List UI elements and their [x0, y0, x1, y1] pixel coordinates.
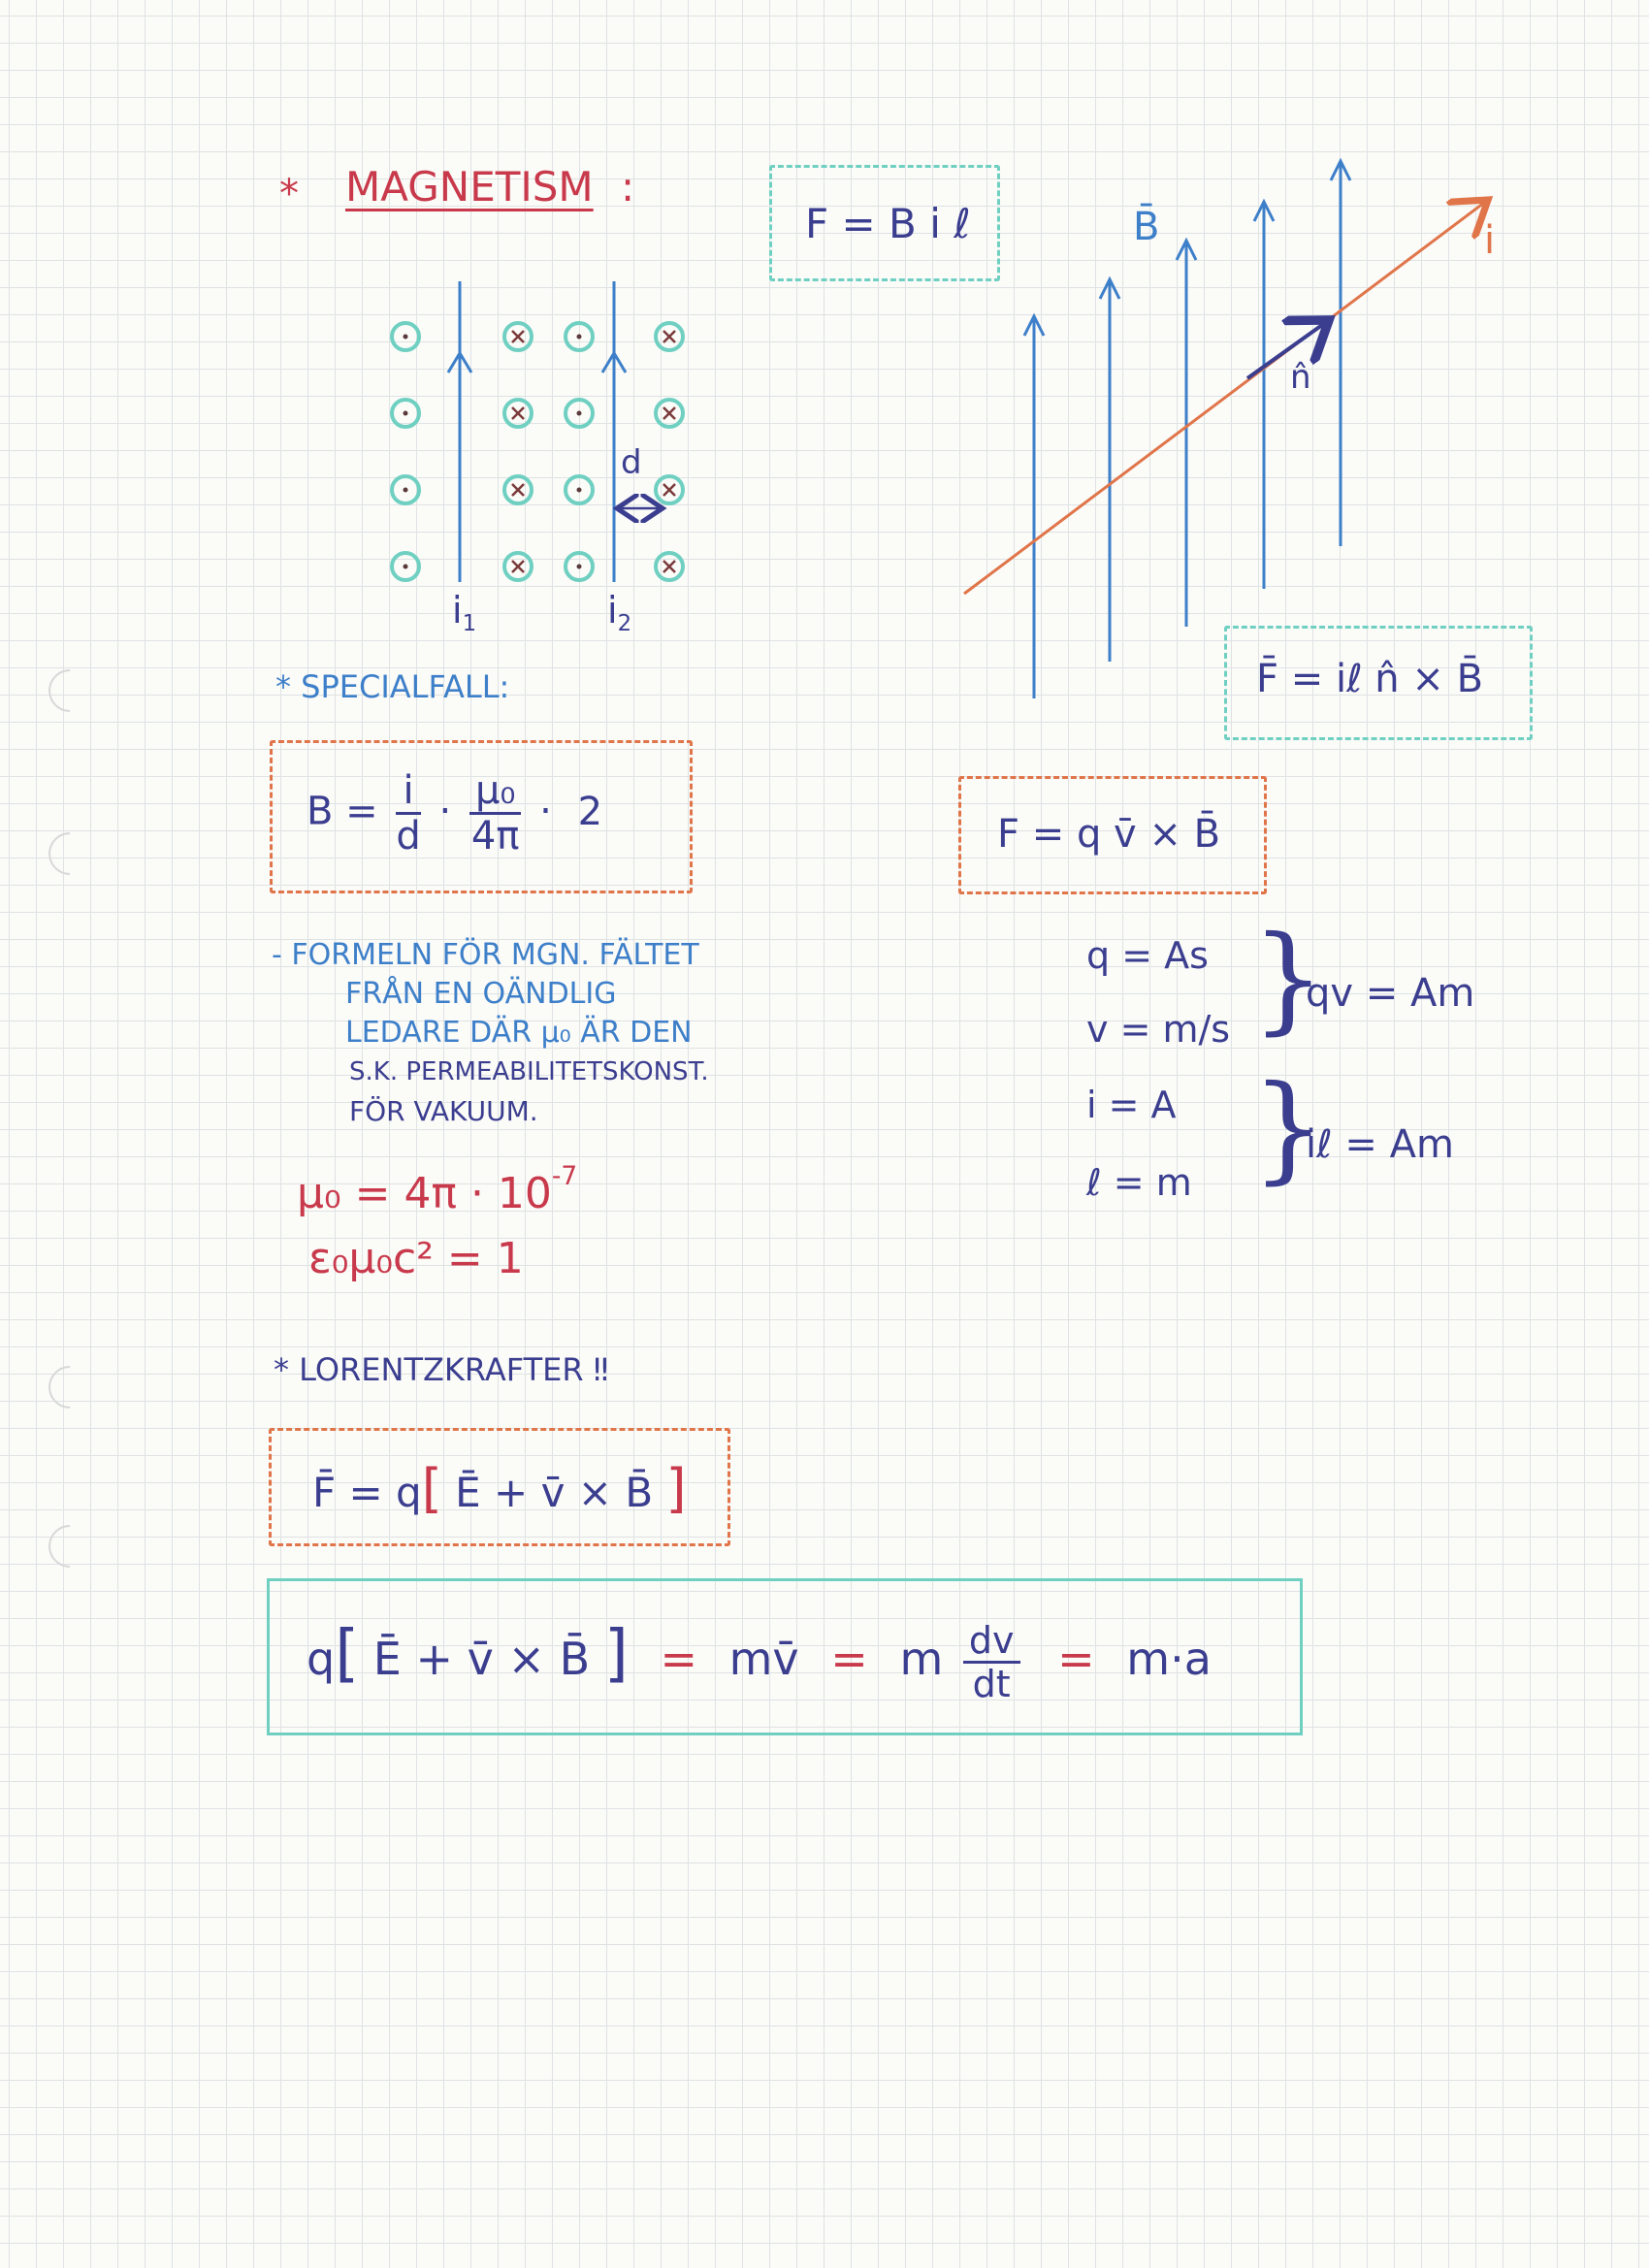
b-field-label: B̄: [1133, 205, 1160, 249]
newton-eq1: =: [660, 1633, 697, 1685]
b-field-lines: [1024, 161, 1350, 698]
wire2-i: i: [607, 589, 618, 632]
formula-lorentz-open: [: [421, 1458, 442, 1519]
heading-colon: :: [621, 163, 635, 211]
newton-eq2: =: [830, 1633, 868, 1685]
formula-b-frac1: [396, 768, 421, 859]
newton-m: m: [899, 1633, 944, 1685]
formula-b-frac2-den: 4π: [470, 814, 520, 859]
wire-1: [448, 281, 471, 582]
eps-equation: ε₀μ₀c² = 1: [308, 1234, 524, 1283]
units2-brace: }: [1251, 1061, 1326, 1196]
wire1-sub: 1: [462, 610, 477, 636]
specialfall-star: *: [275, 668, 291, 705]
formula-lorentz-close: ]: [665, 1458, 687, 1519]
note-line-4: S.K. PERMEABILITETSKONST.: [349, 1057, 709, 1086]
field-in-cross-icon: [504, 323, 532, 350]
units2-line-b: ℓ = m: [1086, 1161, 1192, 1204]
field-out-dot-icon: [392, 323, 419, 350]
newton-inner: Ē + v̄ × B̄: [372, 1633, 591, 1685]
formula-b-dot2: ·: [539, 789, 552, 834]
wire1-i: i: [452, 589, 463, 632]
field-out-dot-icon: [566, 400, 593, 427]
formula-b-dot1: ·: [438, 789, 452, 834]
field-out-dot-icon: [392, 553, 419, 580]
field-out-dot-icon: [566, 323, 593, 350]
formula-b-frac2: [469, 768, 521, 859]
newton-mv: mv̄: [728, 1633, 799, 1685]
formula-lorentz-inner: Ē + v̄ × B̄: [455, 1469, 654, 1516]
field-out-dot-icon: [392, 476, 419, 503]
field-in-cross-icon: [656, 553, 683, 580]
units1-result: qv = Am: [1306, 971, 1475, 1016]
formula-b-frac1-den: d: [396, 814, 421, 859]
mu0-lhs: μ₀ = 4π · 10: [297, 1168, 552, 1218]
units1-brace: }: [1251, 912, 1326, 1047]
specialfall-title: SPECIALFALL:: [301, 668, 510, 705]
units2-result: iℓ = Am: [1306, 1122, 1454, 1167]
heading-title: MAGNETISM: [345, 163, 594, 211]
units1-line-a: q = As: [1086, 934, 1209, 977]
formula-b: [307, 768, 603, 859]
field-in-cross-icon: [504, 400, 532, 427]
wire1-label: [452, 589, 477, 636]
note-line-5: FÖR VAKUUM.: [349, 1095, 538, 1127]
wire-2: [602, 281, 626, 582]
formula-b-factor: 2: [577, 789, 603, 834]
newton-frac-den: dt: [972, 1663, 1011, 1705]
newton-ma: m·a: [1126, 1633, 1212, 1685]
field-out-dot-icon: [566, 476, 593, 503]
lorentz-title: LORENTZKRAFTER ‼: [299, 1351, 609, 1388]
field-out-dot-icon: [392, 400, 419, 427]
n-hat-label: n̂: [1290, 358, 1311, 397]
mu0-exp: -7: [551, 1161, 578, 1191]
wire2-label: [607, 589, 632, 636]
newton-frac-num: dv: [963, 1622, 1020, 1664]
specialfall-heading: [275, 668, 510, 705]
newton-frac: [963, 1619, 1020, 1705]
field-in-cross-icon: [656, 323, 683, 350]
lorentz-star: *: [274, 1351, 289, 1388]
field-in-cross-icon: [504, 476, 532, 503]
field-in-cross-icon: [504, 553, 532, 580]
field-out-dot-icon: [566, 553, 593, 580]
formula-b-frac2-num: μ₀: [469, 771, 521, 815]
current-line: [964, 200, 1488, 594]
note-line-2: FRÅN EN OÄNDLIG: [345, 977, 617, 1011]
wire2-sub: 2: [617, 610, 632, 636]
note-line-3: LEDARE DÄR μ₀ ÄR DEN: [345, 1016, 693, 1050]
mu0-equation: [297, 1161, 578, 1218]
units1-line-b: v = m/s: [1086, 1008, 1231, 1051]
newton-q: q: [307, 1633, 336, 1685]
lorentz-heading: [274, 1351, 609, 1388]
newton-eq3: =: [1057, 1633, 1095, 1685]
current-label: i: [1484, 218, 1496, 263]
formula-lorentz-lhs: F̄ = q: [312, 1469, 422, 1516]
formula-lorentz: [312, 1458, 687, 1519]
formula-newton: [307, 1618, 1212, 1705]
field-in-cross-icon: [656, 476, 683, 503]
n-vector: [1247, 320, 1329, 378]
formula-b-lhs: B =: [307, 789, 378, 834]
heading-star: *: [279, 172, 299, 216]
newton-open: [: [335, 1618, 360, 1690]
units2-line-a: i = A: [1086, 1084, 1177, 1126]
formula-fbil: F = B i ℓ: [805, 200, 971, 247]
formula-qvb: F = q v̄ × B̄: [997, 812, 1221, 857]
formula-vector-force: F̄ = iℓ n̂ × B̄: [1256, 657, 1484, 701]
note-line-1: - FORMELN FÖR MGN. FÄLTET: [272, 938, 699, 972]
distance-label: d: [621, 443, 642, 482]
field-in-cross-icon: [656, 400, 683, 427]
formula-b-frac1-num: i: [396, 771, 420, 815]
newton-close: ]: [603, 1618, 629, 1690]
